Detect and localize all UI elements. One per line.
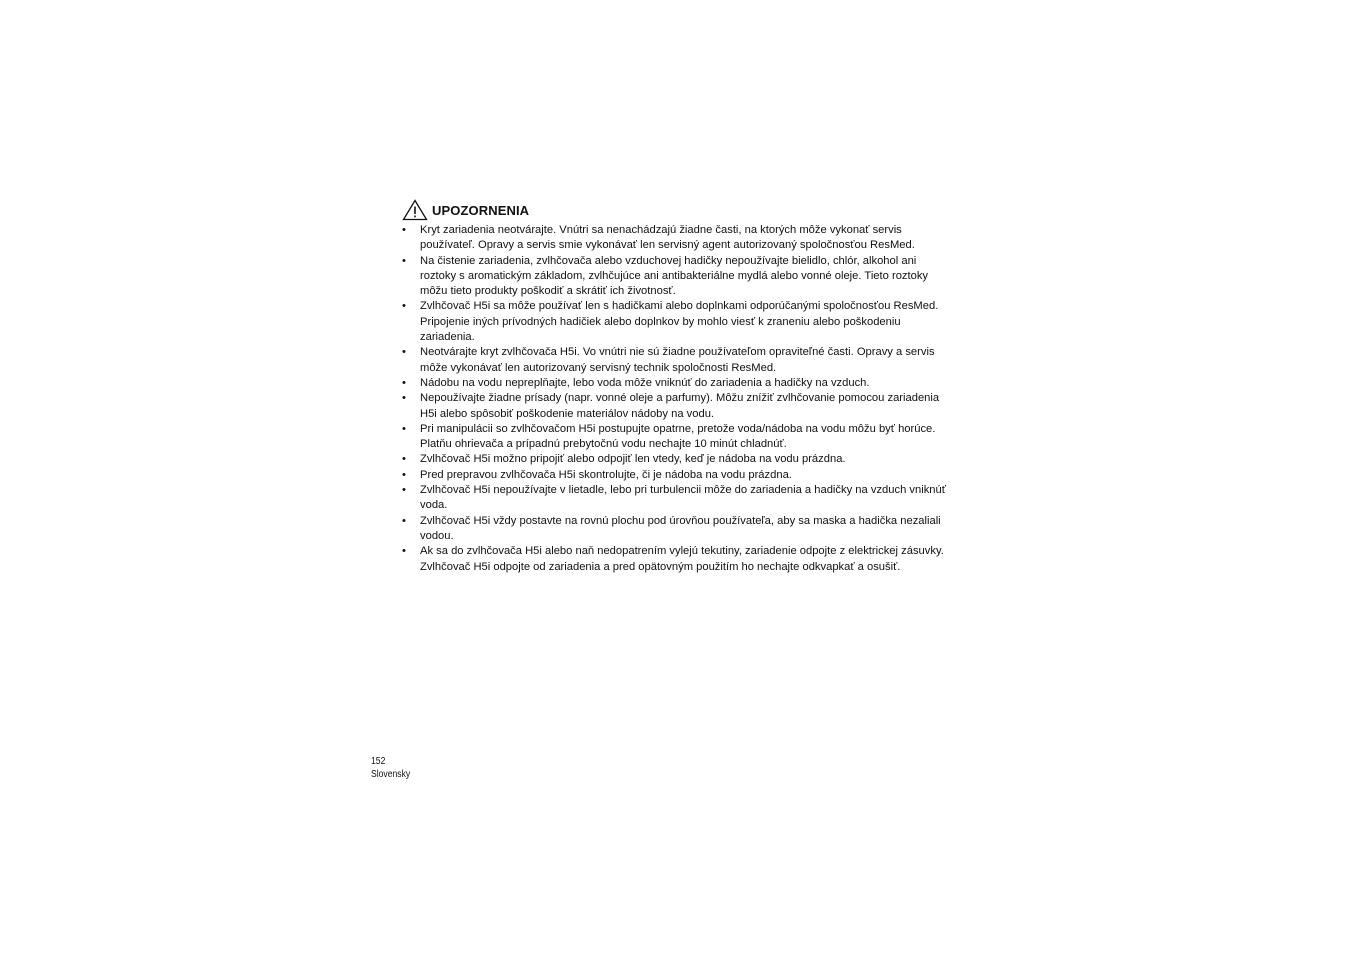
warnings-list [402,223,950,575]
list-item [402,223,950,254]
bullet: • [402,453,406,466]
list-item-text: Zvlhčovač H5i možno pripojiť alebo odpojiť len vtedy, keď je nádoba na vodu prázdna. [420,453,846,466]
list-item-text: Nádobu na vodu nepreplňajte, lebo voda môže vniknúť do zariadenia a hadičky na vzduch. [420,376,870,389]
list-item [402,452,950,467]
warnings-title: UPOZORNENIA [432,202,530,218]
bullet: • [402,300,406,313]
bullet: • [402,254,406,267]
warnings-header [402,199,950,221]
bullet: • [402,422,406,435]
list-item-text: Zvlhčovač H5i nepoužívajte v lietadle, lebo pri turbulencii môže do zariadenia a hadičky na vzduch vniknúť voda. [420,484,946,512]
list-item [402,483,950,514]
warning-triangle-icon [402,199,428,221]
page-footer [371,756,410,781]
list-item-text: Zvlhčovač H5i sa môže používať len s hadičkami alebo doplnkami odporúčanými spoločnosťou ResMed. Pripojenie iných prívodných hadičiek alebo doplnkov by mohlo viesť k zraneniu alebo poškodeniu zariadenia. [420,300,939,344]
list-item-text: Zvlhčovač H5i vždy postavte na rovnú plochu pod úrovňou používateľa, aby sa maska a hadička nezaliali vodou. [420,514,941,542]
list-item [402,345,950,376]
bullet: • [402,392,406,405]
list-item-text: Na čistenie zariadenia, zvlhčovača alebo vzduchovej hadičky nepoužívajte bielidlo, chlór, alkohol ani roztoky s aromatickým základom, zvlhčujúce ani antibakteriálne mydlá alebo vonné oleje. Tieto roztoky môžu tieto produkty poškodiť a skrátiť ich životnosť. [420,254,929,298]
list-item [402,544,950,575]
list-item-text: Pred prepravou zvlhčovača H5i skontrolujte, či je nádoba na vodu prázdna. [420,468,792,481]
list-item [402,391,950,422]
list-item-text: Neotvárajte kryt zvlhčovača H5i. Vo vnútri nie sú žiadne používateľom opraviteľné časti. Opravy a servis môže vykonávať len autorizovaný servisný technik spoločnosti ResMed. [420,346,935,374]
list-item [402,514,950,545]
list-item-text: Nepoužívajte žiadne prísady (napr. vonné oleje a parfumy). Môžu znížiť zvlhčovanie pomocou zariadenia H5i alebo spôsobiť poškodenie materiálov nádoby na vodu. [420,392,940,420]
page-number: 152 [371,756,386,767]
bullet: • [402,545,406,558]
language-label: Slovensky [371,768,411,780]
bullet: • [402,468,406,481]
bullet: • [402,346,406,359]
list-item [402,376,950,391]
list-item [402,299,950,345]
list-item-text: Pri manipulácii so zvlhčovačom H5i postupujte opatrne, pretože voda/nádoba na vodu môžu byť horúce. Platňu ohrievača a prípadnú prebytočnú vodu nechajte 10 minút chladnúť. [420,422,936,451]
bullet: • [402,376,406,389]
list-item-text: Ak sa do zvlhčovača H5i alebo naň nedopatrením vylejú tekutiny, zariadenie odpojte z elektrickej zásuvky. Zvlhčovač H5i odpojte od zariadenia a pred opätovným použitím ho nechajte odkvapkať a osušiť. [420,545,944,573]
list-item [402,468,950,483]
warnings-section [402,199,950,575]
list-item-text: Kryt zariadenia neotvárajte. Vnútri sa nenachádzajú žiadne časti, na ktorých môže vykonať servis používateľ. Opravy a servis smie vykonávať len servisný agent autorizovaný spoločnosťou ResMed. [420,224,915,252]
list-item [402,254,950,300]
list-item [402,422,950,453]
bullet: • [402,484,406,497]
bullet: • [402,224,406,236]
bullet: • [402,514,406,527]
